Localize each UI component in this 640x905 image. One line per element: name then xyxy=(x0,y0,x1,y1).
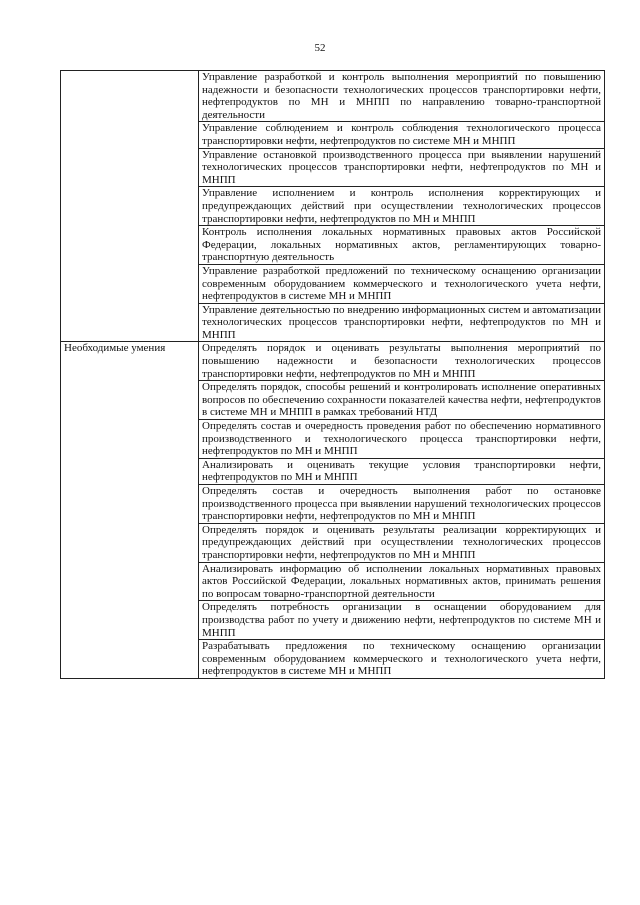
table-cell: Анализировать и оценивать текущие условия транспортировки нефти, нефтепродуктов по МН и МНПП xyxy=(199,458,605,484)
table-cell: Определять порядок и оценивать результаты выполнения мероприятий по повышению надежности и безопасности технологических процессов транспортировки нефти, нефтепродуктов по МН и МНПП xyxy=(199,342,605,381)
table-cell: Управление остановкой производственного процесса при выявлении нарушений технологических процессов транспортировки нефти, нефтепродуктов по МН и МНПП xyxy=(199,148,605,187)
table-row xyxy=(61,71,605,122)
table-cell: Разрабатывать предложения по техническому оснащению организации современным оборудованием коммерческого и технологического учета нефти, нефтепродуктов в системе МН и МНПП xyxy=(199,640,605,679)
table-cell: Управление деятельностью по внедрению информационных систем и автоматизации технологических процессов транспортировки нефти, нефтепродуктов по МН и МНПП xyxy=(199,303,605,342)
requirements-table xyxy=(60,70,605,679)
table-cell: Управление соблюдением и контроль соблюдения технологического процесса транспортировки нефти, нефтепродуктов по системе МН и МНПП xyxy=(199,122,605,148)
row-label xyxy=(61,71,199,342)
table-cell: Анализировать информацию об исполнении локальных нормативных правовых актов Российской Федерации, локальных нормативных актов, принимать решения по вопросам товарно-транспортной деятельности xyxy=(199,562,605,601)
table-cell: Определять состав и очередность проведения работ по обеспечению нормативного производственного и технологического процесса транспортировки нефти, нефтепродуктов по МН и МНПП xyxy=(199,420,605,459)
table-cell: Управление разработкой предложений по техническому оснащению организации современным оборудованием коммерческого и технологического учета нефти, нефтепродуктов в системе МН и МНПП xyxy=(199,264,605,303)
page-number: 52 xyxy=(314,42,326,54)
table-cell: Управление исполнением и контроль исполнения корректирующих и предупреждающих действий при осуществлении технологических процессов транспортировки нефти, нефтепродуктов по МН и МНПП xyxy=(199,187,605,226)
table-cell: Определять порядок, способы решений и контролировать исполнение оперативных вопросов по обеспечению сохранности показателей качества нефти, нефтепродуктов в системе МН и МНПП в рамках требований НТД xyxy=(199,381,605,420)
table-cell: Определять порядок и оценивать результаты реализации корректирующих и предупреждающих действий при осуществлении технологических процессов транспортировки нефти, нефтепродуктов по МН и МНПП xyxy=(199,523,605,562)
table-cell: Управление разработкой и контроль выполнения мероприятий по повышению надежности и безопасности технологических процессов транспортировки нефти, нефтепродуктов по МН и МНПП по направлению товарно-транспортной деятельности xyxy=(199,71,605,122)
table-cell: Контроль исполнения локальных нормативных правовых актов Российской Федерации, локальных нормативных актов, регламентирующих товарно-транспортную деятельность xyxy=(199,226,605,265)
table-cell: Определять состав и очередность выполнения работ по остановке производственного процесса при выявлении нарушений технологических процессов транспортировки нефти, нефтепродуктов по МН и МНПП xyxy=(199,485,605,524)
table-cell: Определять потребность организации в оснащении оборудованием для производства работ по учету и движению нефти, нефтепродуктов по системе МН и МНПП xyxy=(199,601,605,640)
row-label: Необходимые умения xyxy=(61,342,199,678)
table-row xyxy=(61,342,605,381)
